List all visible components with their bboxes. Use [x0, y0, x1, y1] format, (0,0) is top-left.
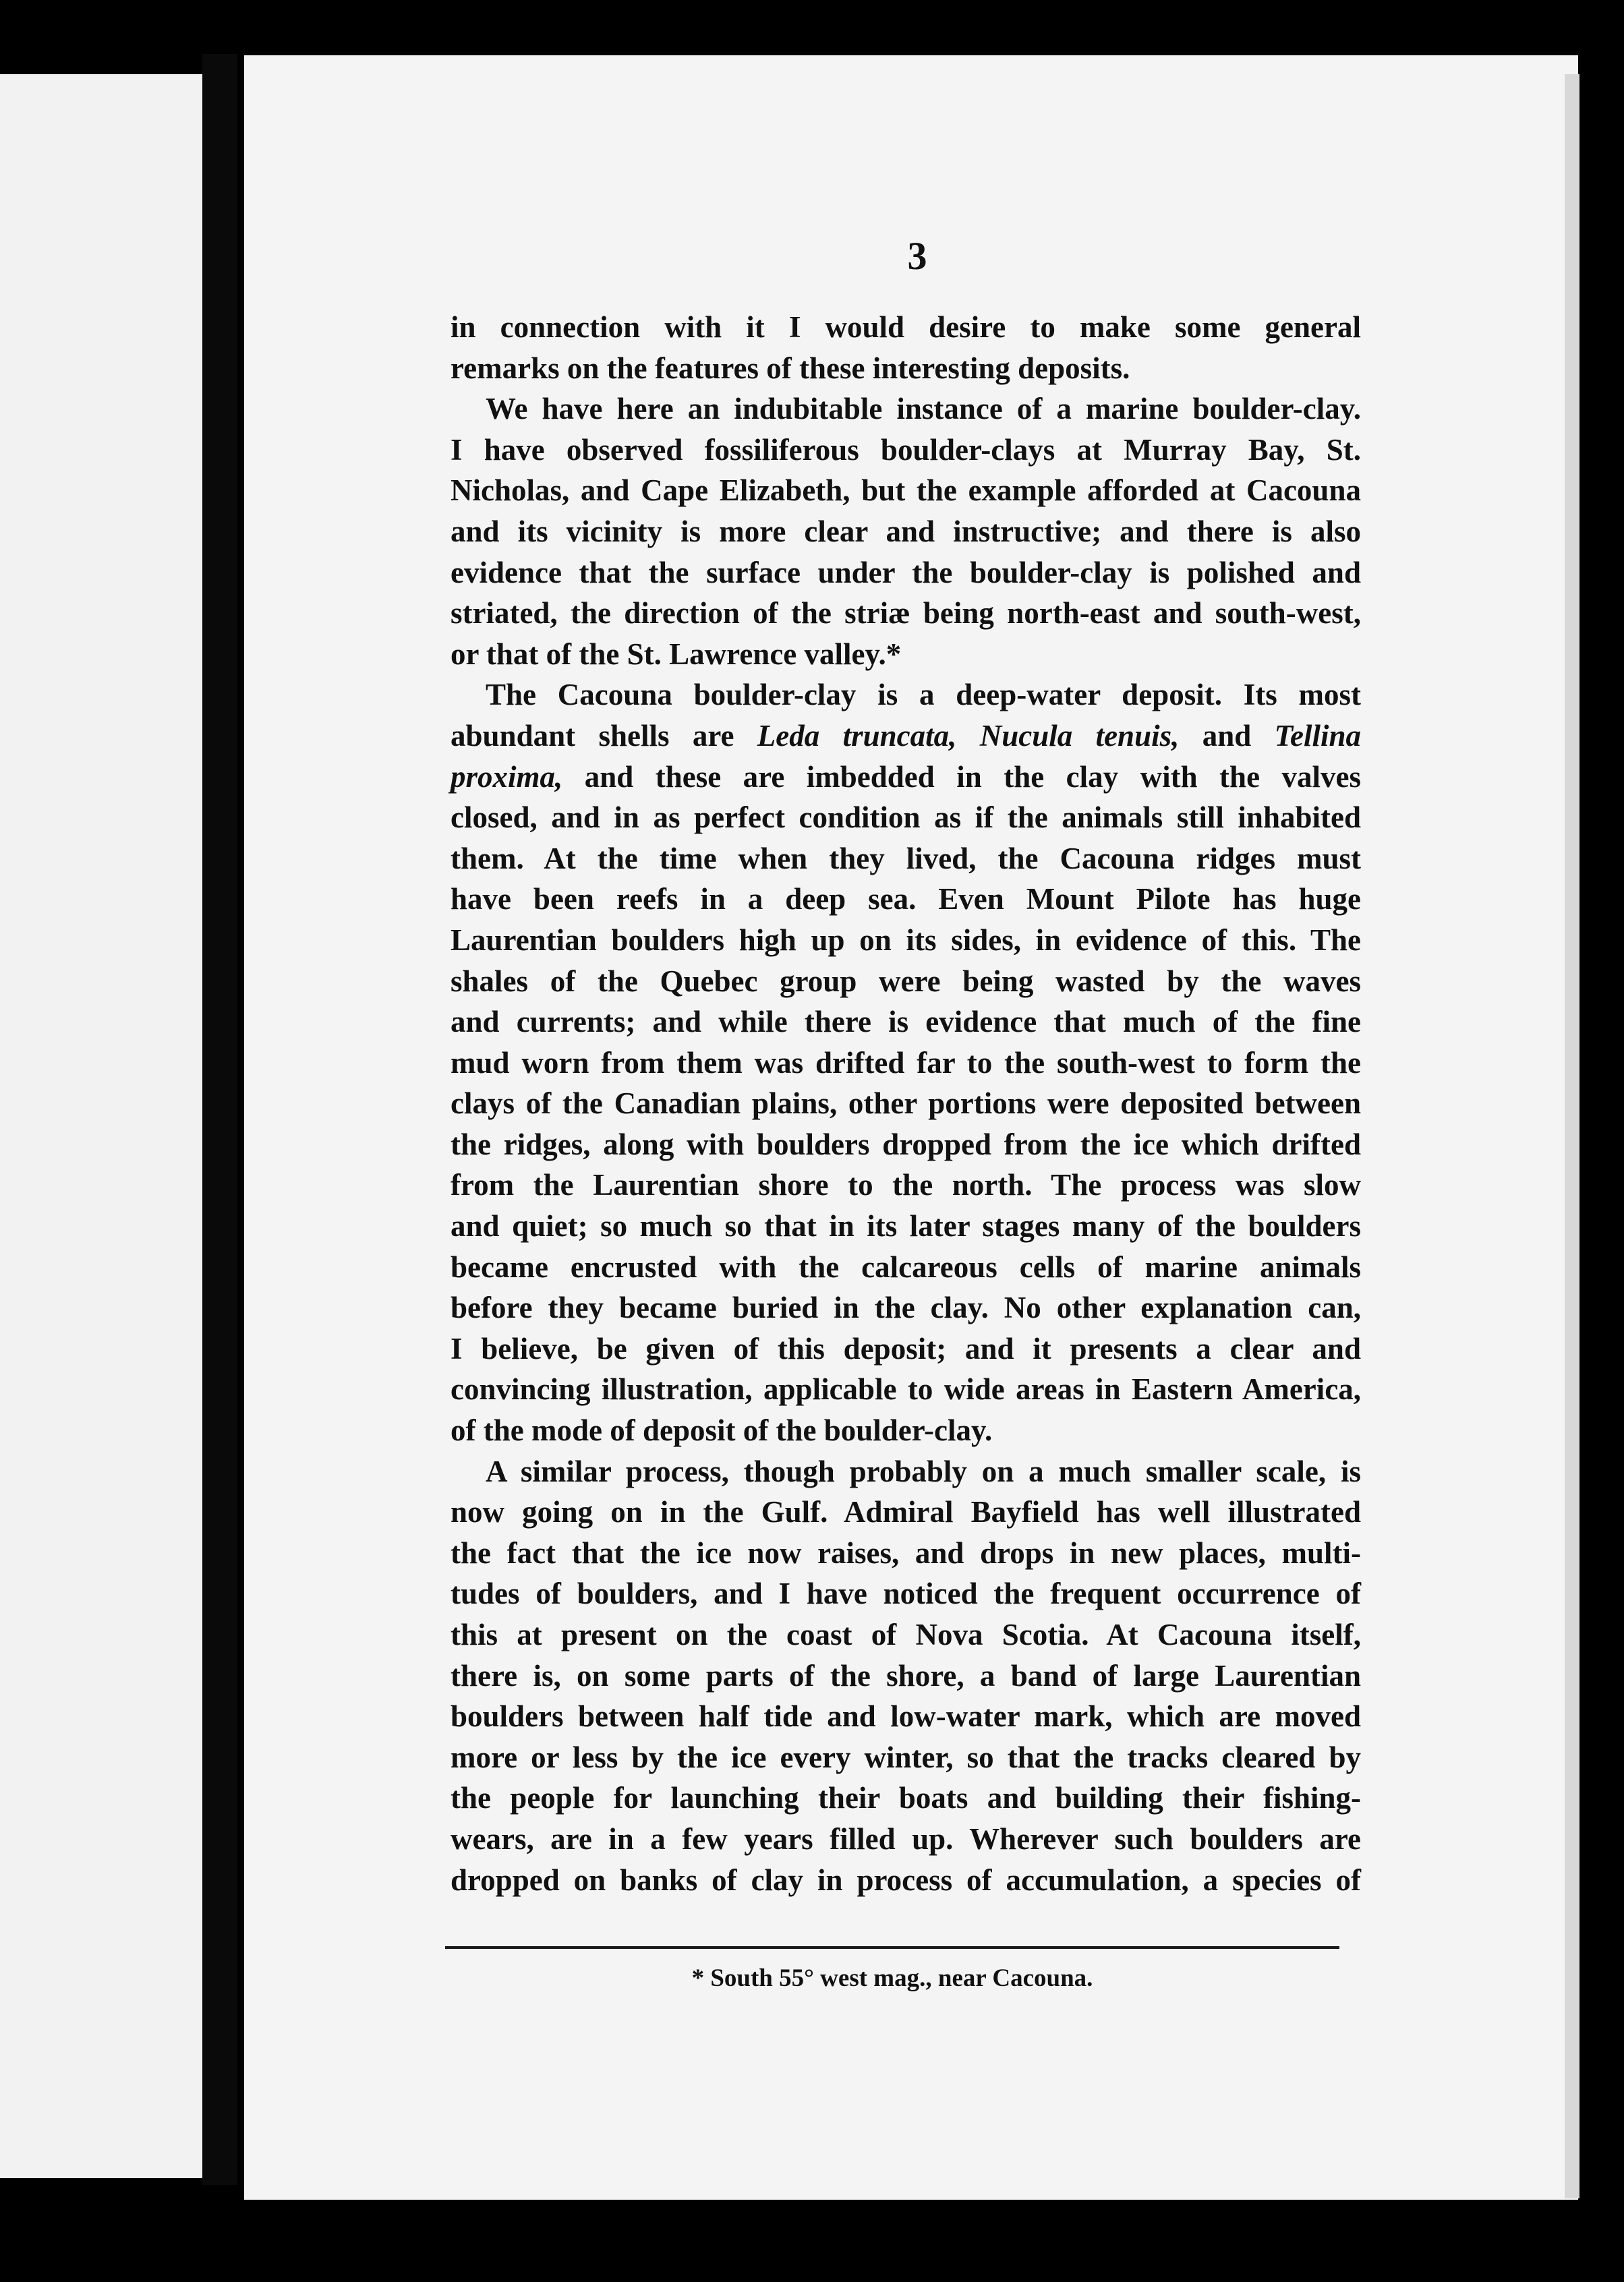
text-run: clays of the Canadian plains, other portions were deposited between: [451, 1086, 1361, 1121]
text-run: closed, and in as perfect condition as if the animals still inhabited: [451, 800, 1361, 835]
text-run: and quiet; so much so that in its later stages many of the boulders: [451, 1209, 1361, 1244]
text-run: now going on in the Gulf. Admiral Bayfield has well illustrated: [451, 1495, 1361, 1529]
text-run: became encrusted with the calcareous cells of marine animals: [451, 1250, 1361, 1284]
text-line: [451, 674, 1361, 715]
text-line: [451, 920, 1361, 961]
text-run: I have observed fossiliferous boulder-clays at Murray Bay, St.: [451, 432, 1361, 467]
text-line: [451, 715, 1361, 757]
text-line: [451, 307, 1361, 348]
italic-species-name: Tellina: [1274, 718, 1361, 753]
text-run: abundant shells are: [451, 718, 757, 753]
text-run: and: [1179, 718, 1275, 753]
text-run: We have here an indubitable instance of a marine boulder-clay.: [486, 392, 1361, 426]
text-line: [451, 1533, 1361, 1574]
body-text: [451, 307, 1361, 1900]
text-run: A similar process, though probably on a much smaller scale, is: [486, 1454, 1361, 1488]
text-run: wears, are in a few years filled up. Wherever such boulders are: [451, 1821, 1361, 1856]
text-line: [451, 1083, 1361, 1124]
italic-species-name: Leda truncata, Nucula tenuis,: [757, 718, 1180, 753]
text-line: [451, 1492, 1361, 1533]
text-line: [451, 1451, 1361, 1492]
text-run: mud worn from them was drifted far to the south-west to form the: [451, 1045, 1361, 1080]
text-line: [451, 1656, 1361, 1697]
text-line: [451, 1573, 1361, 1614]
text-run: of the mode of deposit of the boulder-clay.: [451, 1413, 993, 1448]
text-run: shales of the Quebec group were being wasted by the waves: [451, 964, 1361, 998]
text-line: [451, 1043, 1361, 1084]
text-line: [451, 511, 1361, 552]
text-run: Laurentian boulders high up on its sides, in evidence of this. The: [451, 923, 1361, 957]
text-run: the ridges, along with boulders dropped from the ice which drifted: [451, 1127, 1361, 1161]
text-line: [451, 1287, 1361, 1328]
text-line: [451, 1165, 1361, 1206]
text-line: [451, 1410, 1361, 1451]
footnote-rule: [445, 1946, 1339, 1949]
text-run: or that of the St. Lawrence valley.*: [451, 637, 902, 671]
text-run: boulders between half tide and low-water mark, which are moved: [451, 1699, 1361, 1734]
text-run: the people for launching their boats and building their fishing-: [451, 1781, 1361, 1815]
text-line: [451, 757, 1361, 798]
text-run: tudes of boulders, and I have noticed the frequent occurrence of: [451, 1577, 1361, 1611]
text-run: the fact that the ice now raises, and drops in new places, multi-: [451, 1535, 1361, 1570]
text-line: [451, 1328, 1361, 1370]
text-run: in connection with it I would desire to make some general: [451, 310, 1361, 344]
text-line: [451, 1369, 1361, 1410]
text-line: [451, 1860, 1361, 1901]
text-run: there is, on some parts of the shore, a band of large Laurentian: [451, 1658, 1361, 1693]
text-run: The Cacouna boulder-clay is a deep-water deposit. Its most: [486, 678, 1361, 712]
text-line: [451, 634, 1361, 675]
text-run: them. At the time when they lived, the Cacouna ridges must: [451, 841, 1361, 875]
text-line: [451, 593, 1361, 634]
text-run: remarks on the features of these interesting deposits.: [451, 351, 1130, 385]
text-run: convincing illustration, applicable to wide areas in Eastern America,: [451, 1372, 1361, 1407]
book-binding-shadow: [202, 54, 237, 2185]
text-line: [451, 1737, 1361, 1778]
text-run: more or less by the ice every winter, so that the tracks cleared by: [451, 1740, 1361, 1774]
text-line: [451, 797, 1361, 838]
text-run: and these are imbedded in the clay with the valves: [562, 759, 1361, 794]
text-line: [451, 430, 1361, 471]
text-run: have been reefs in a deep sea. Even Mount Pilote has huge: [451, 882, 1361, 916]
text-line: [451, 1124, 1361, 1165]
text-line: [451, 1819, 1361, 1860]
text-line: [451, 1001, 1361, 1043]
text-run: striated, the direction of the striæ being north-east and south-west,: [451, 596, 1361, 631]
text-run: from the Laurentian shore to the north. The process was slow: [451, 1168, 1361, 1202]
text-line: [451, 348, 1361, 389]
text-line: [451, 879, 1361, 920]
text-run: I believe, be given of this deposit; and it presents a clear and: [451, 1331, 1361, 1366]
text-run: evidence that the surface under the boulder-clay is polished and: [451, 555, 1361, 589]
footnote: * South 55° west mag., near Cacouna.: [691, 1964, 1093, 1992]
text-line: [451, 1206, 1361, 1247]
text-line: [451, 388, 1361, 430]
text-run: Nicholas, and Cape Elizabeth, but the example afforded at Cacouna: [451, 473, 1361, 508]
italic-species-name: proxima,: [451, 759, 563, 794]
page-right-edge: [1565, 74, 1579, 2198]
text-line: [451, 1778, 1361, 1819]
text-run: dropped on banks of clay in process of accumulation, a species of: [451, 1863, 1361, 1897]
text-line: [451, 838, 1361, 879]
text-run: and currents; and while there is evidence that much of the fine: [451, 1005, 1361, 1039]
text-line: [451, 1614, 1361, 1656]
text-line: [451, 470, 1361, 511]
facing-page-edge: [0, 74, 214, 2178]
text-line: [451, 961, 1361, 1002]
text-line: [451, 1247, 1361, 1288]
text-run: and its vicinity is more clear and instructive; and there is also: [451, 514, 1361, 548]
text-run: before they became buried in the clay. No other explanation can,: [451, 1291, 1361, 1325]
text-line: [451, 552, 1361, 593]
text-line: [451, 1696, 1361, 1737]
text-run: this at present on the coast of Nova Scotia. At Cacouna itself,: [451, 1618, 1361, 1651]
page-number: 3: [907, 234, 927, 278]
